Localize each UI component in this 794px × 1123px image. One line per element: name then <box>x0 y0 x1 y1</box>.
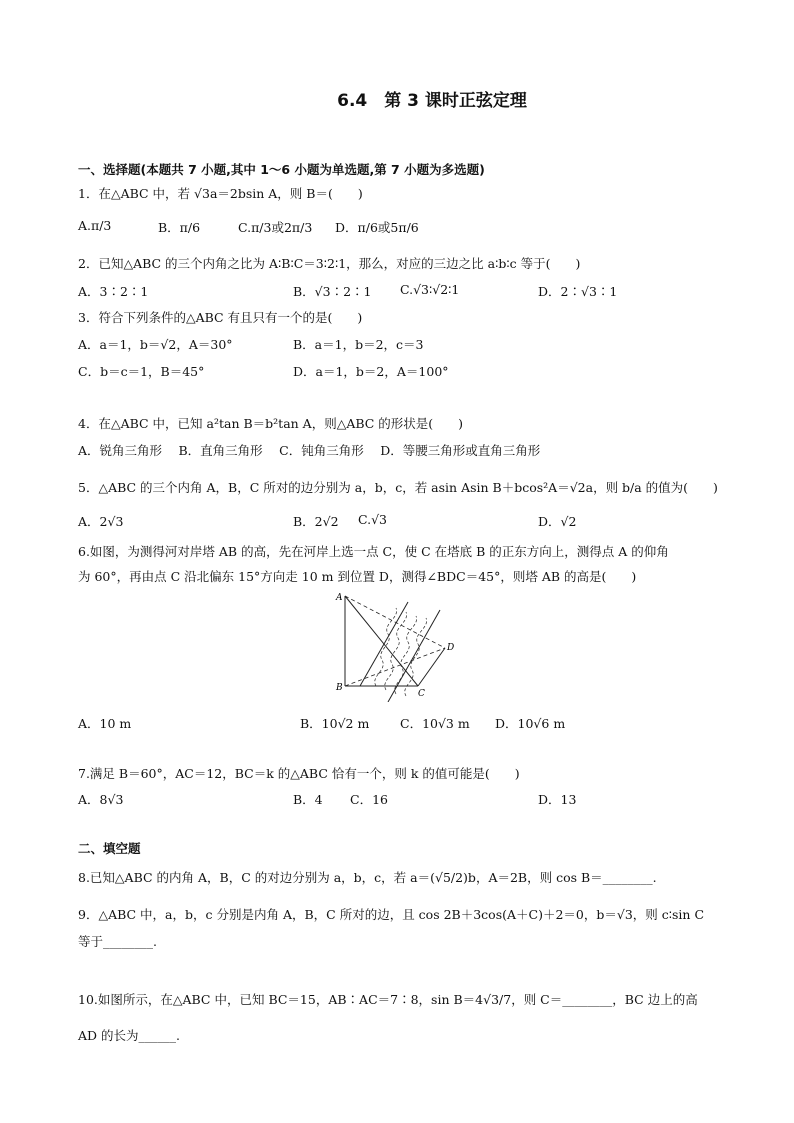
line-ad <box>345 596 445 648</box>
line-bd <box>345 648 445 686</box>
question-8: 8.已知△ABC 的内角 A，B，C 的对边分别为 a，b，c，若 a＝(√5/2)b，A＝2B，则 cos B＝________. <box>78 870 657 885</box>
question-5-option-a: A．2√3 <box>78 514 124 529</box>
question-3-option-d: D．a＝1，b＝2，A＝100° <box>293 364 449 379</box>
question-6-stem-line1: 6.如图，为测得河对岸塔 AB 的高，先在河岸上选一点 C，使 C 在塔底 B 的正东方向上，测得点 A 的仰角 <box>78 544 669 559</box>
question-5-stem: 5．△ABC 的三个内角 A，B，C 所对的边分别为 a，b，c，若 asin Asin B＋bcos²A＝√2a，则 b/a 的值为( ) <box>78 480 718 495</box>
question-7-option-d: D．13 <box>538 792 577 807</box>
question-5-option-b: B．2√2 <box>293 514 339 529</box>
question-6-option-a: A．10 m <box>78 716 132 731</box>
question-10-line1: 10.如图所示，在△ABC 中，已知 BC＝15，AB∶AC＝7∶8，sin B＝4√3/7，则 C＝________，BC 边上的高 <box>78 992 698 1007</box>
question-4-options: A．锐角三角形 B．直角三角形 C．钝角三角形 D．等腰三角形或直角三角形 <box>78 443 541 458</box>
label-d: D <box>447 643 455 653</box>
question-6-option-c: C．10√3 m <box>400 716 470 731</box>
question-1-option-b: B．π/6 <box>158 220 201 235</box>
question-1-option-a: A.π/3 <box>78 218 112 233</box>
question-2-option-c: C.√3∶√2∶1 <box>400 282 460 297</box>
question-7-option-c: C．16 <box>350 792 388 807</box>
section-heading-fill: 二、填空题 <box>78 841 141 856</box>
question-7-stem: 7.满足 B＝60°，AC＝12，BC＝k 的△ABC 恰有一个，则 k 的值可能是( ) <box>78 766 520 781</box>
question-3-option-a: A．a＝1，b＝√2，A＝30° <box>78 337 233 352</box>
question-6-stem-line2: 为 60°，再由点 C 沿北偏东 15°方向走 10 m 到位置 D，测得∠BDC＝45°，则塔 AB 的高是( ) <box>78 569 637 584</box>
question-7-option-a: A．8√3 <box>78 792 124 807</box>
question-3-stem: 3．符合下列条件的△ABC 有且只有一个的是( ) <box>78 310 363 325</box>
question-4-stem: 4．在△ABC 中，已知 a²tan B＝b²tan A，则△ABC 的形状是( ) <box>78 416 464 431</box>
question-9-line1: 9．△ABC 中，a，b，c 分别是内角 A，B，C 所对的边，且 cos 2B＋3cos(A＋C)＋2＝0，b＝√3，则 c∶sin C <box>78 907 705 922</box>
question-6-option-d: D．10√6 m <box>495 716 566 731</box>
question-2-stem: 2．已知△ABC 的三个内角之比为 A∶B∶C＝3∶2∶1，那么，对应的三边之比 a∶b∶c 等于( ) <box>78 256 581 271</box>
question-7-option-b: B．4 <box>293 792 323 807</box>
question-2-option-d: D．2∶√3∶1 <box>538 284 618 299</box>
question-1-option-d: D．π/6或5π/6 <box>335 220 419 235</box>
water-wave-4 <box>405 618 427 696</box>
question-1-stem: 1．在△ABC 中，若 √3a＝2bsin A，则 B＝( ) <box>78 186 363 201</box>
label-b: B <box>336 683 343 693</box>
question-2-option-a: A．3∶2∶1 <box>78 284 149 299</box>
label-a: A <box>336 593 343 603</box>
question-5-option-c: C.√3 <box>358 512 388 527</box>
question-6-option-b: B．10√2 m <box>300 716 370 731</box>
question-3-option-b: B．a＝1，b＝2，c＝3 <box>293 337 424 352</box>
question-10-line2: AD 的长为______. <box>78 1028 180 1043</box>
water-wave-3 <box>395 616 417 694</box>
question-5-option-d: D．√2 <box>538 514 577 529</box>
line-cd <box>418 648 445 686</box>
question-1-option-c: C.π/3或2π/3 <box>238 220 313 235</box>
question-3-option-c: C．b＝c＝1，B＝45° <box>78 364 205 379</box>
question-2-option-b: B．√3∶2∶1 <box>293 284 372 299</box>
page-title: 6.4 第 3 课时正弦定理 <box>337 91 527 111</box>
tower-river-figure <box>330 590 470 702</box>
water-wave-1 <box>375 608 397 686</box>
question-9-line2: 等于________. <box>78 934 157 949</box>
section-heading-choice: 一、选择题(本题共 7 小题,其中 1～6 小题为单选题,第 7 小题为多选题) <box>78 162 485 177</box>
label-c: C <box>418 689 425 699</box>
river-bank-left <box>360 602 408 686</box>
